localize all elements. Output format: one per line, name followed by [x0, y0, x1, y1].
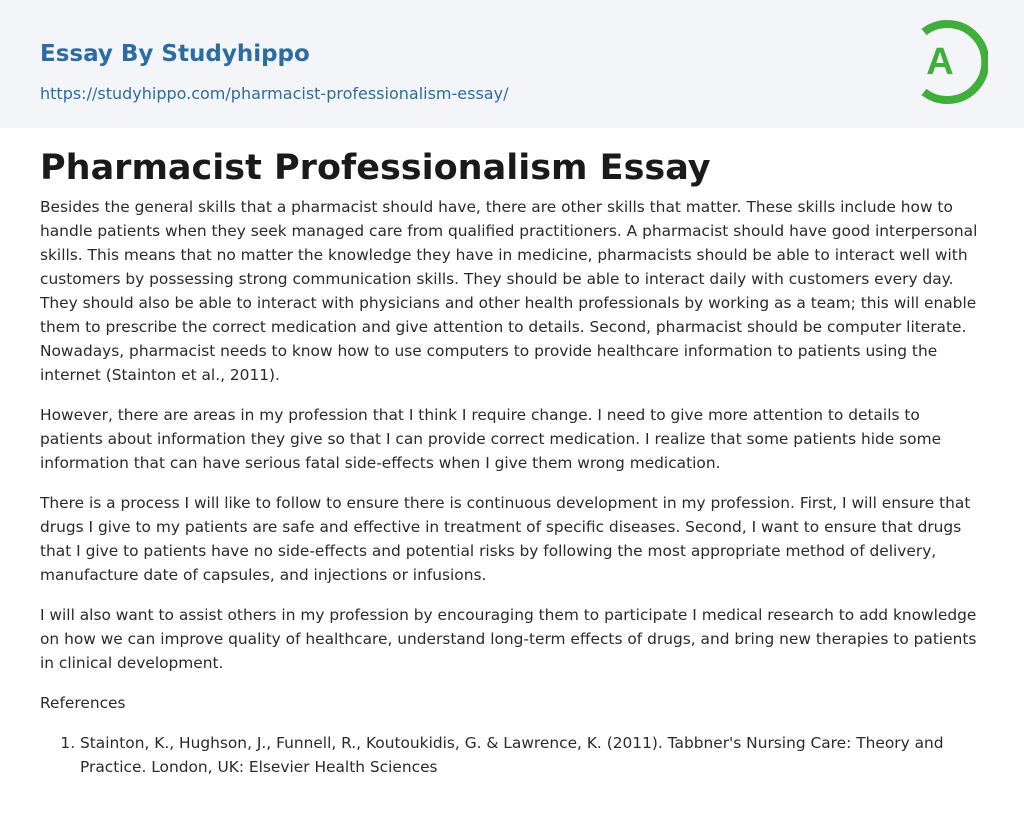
logo-letter: A [926, 41, 954, 83]
references-list [40, 731, 984, 779]
article-body [0, 147, 1024, 779]
brand-title: Essay By Studyhippo [40, 41, 310, 67]
reference-item: 1. Stainton, K., Hughson, J., Funnell, R., Koutoukidis, G. & Lawrence, K. (2011). Tabbner's Nursing Care: Theory and Practice. London, UK: Elsevier Health Sciences [80, 731, 984, 779]
source-url-link[interactable]: https://studyhippo.com/pharmacist-professionalism-essay/ [40, 84, 509, 103]
paragraph-3: There is a process I will like to follow to ensure there is continuous development in my profession. First, I will ensure that drugs I give to my patients are safe and effective in treatment of specific diseases. Second, I want to ensure that drugs that I give to patients have no side-effects and potential risks by following the most appropriate method of delivery, manufacture date of capsules, and injections or infusions. [40, 494, 971, 584]
references-heading: References [40, 694, 126, 712]
page-title: Pharmacist Professionalism Essay [40, 148, 711, 188]
paragraph-1: Besides the general skills that a pharmacist should have, there are other skills that matter. These skills include how to handle patients when they seek managed care from qualified practitioners. A pharmacist should have good interpersonal skills. This means that no matter the knowledge they have in medicine, pharmacists should be able to interact well with customers by possessing strong communication skills. They should be able to interact daily with customers every day. They should also be able to interact with physicians and other health professionals by working as a team; this will enable them to prescribe the correct medication and give attention to details. Second, pharmacist should be computer literate. Nowadays, pharmacist needs to know how to use computers to provide healthcare information to patients using the internet (Stainton et al., 2011). [40, 198, 978, 384]
site-header [0, 0, 1024, 128]
logo-icon[interactable] [912, 18, 988, 106]
paragraph-4: I will also want to assist others in my profession by encouraging them to participate I medical research to add knowledge on how we can improve quality of healthcare, understand long-term effects of drugs, and bring new therapies to patients in clinical development. [40, 606, 977, 672]
paragraph-2: However, there are areas in my profession that I think I require change. I need to give more attention to details to patients about information they give so that I can provide correct medication. I realize that some patients hide some information that can have serious fatal side-effects when I give them wrong medication. [40, 406, 942, 472]
